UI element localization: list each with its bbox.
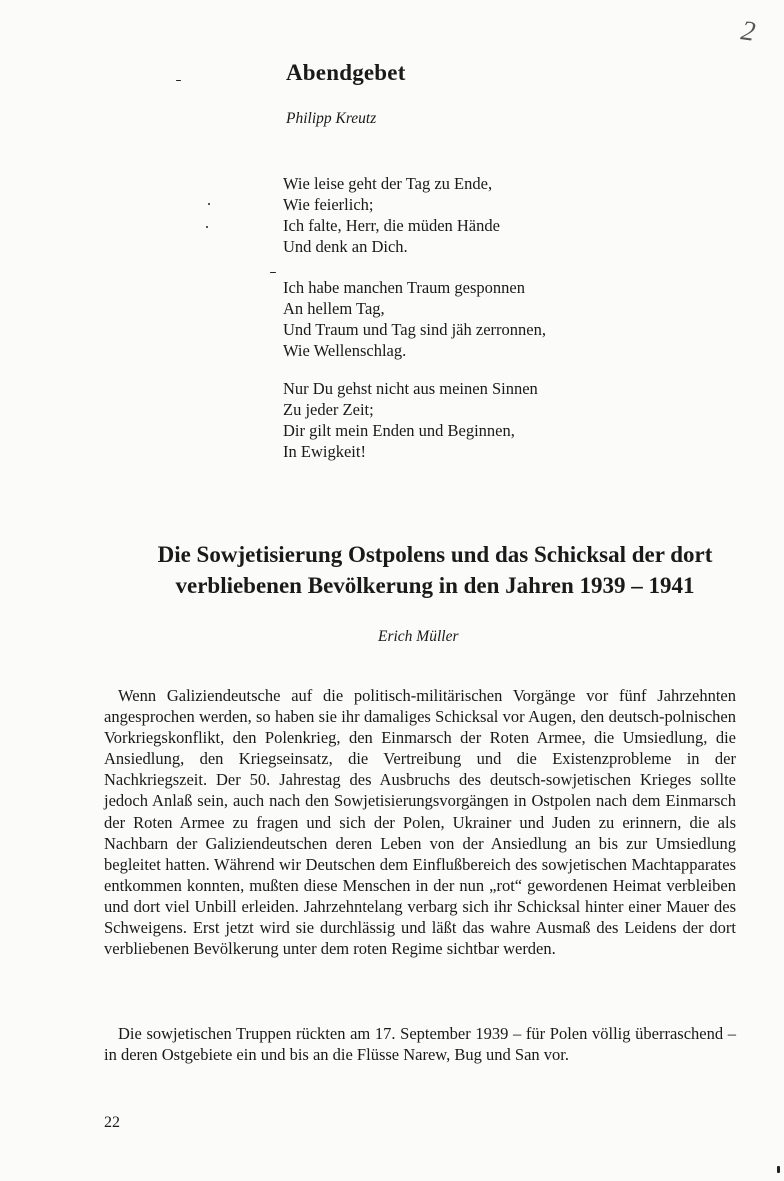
scan-speck [208,203,210,205]
poem-line: Dir gilt mein Enden und Beginnen, [283,421,515,440]
article-title-line: verbliebenen Bevölkerung in den Jahren 1939 – 1941 [175,573,695,598]
poem-stanza [283,277,546,361]
article-author: Erich Müller [378,628,459,645]
poem-line: Wie feierlich; [283,195,374,214]
poem-stanza [283,378,538,462]
poem-line: Ich falte, Herr, die müden Hände [283,216,500,235]
scan-speck [777,1166,780,1173]
poem-line: Wie Wellenschlag. [283,341,407,360]
article-paragraph: Wenn Galiziendeutsche auf die politisch-militärischen Vorgänge vor fünf Jahrzehnten angesprochen werden, so haben sie ihr damaliges Schicksal vor Augen, den deutsch-polnischen Vorkriegskonflikt, den Polenkrieg, den Einmarsch der Roten Armee, die Umsiedlung, die Ansiedlung, den Kriegseinsatz, die Vertreibung und die Existenzprobleme in der Nachkriegszeit. Der 50. Jahrestag des Ausbruchs des deutsch-sowjetischen Krieges sollte jedoch Anlaß sein, auch nach den Sowjetisierungsvorgängen in Ostpolen nach dem Einmarsch der Roten Armee zu fragen und sich der Polen, Ukrainer und Juden zu erinnern, die als Nachbarn der Galiziendeutschen deren Leben von der Ansiedlung an bis zur Umsiedlung begleitet hatten. Während wir Deutschen dem Einflußbereich des sowjetischen Machtapparates entkommen konnten, mußten diese Menschen in der nun „rot“ gewordenen Heimat verbleiben und dort viel Unbill erleiden. Jahrzehntelang verbarg sich ihr Schicksal hinter einer Mauer des Schweigens. Erst jetzt wird sie durchlässig und läßt das wahre Ausmaß des Leidens der dort verbliebenen Bevölkerung unter dem roten Regime sichtbar werden. [104,686,736,959]
poem-line: Nur Du gehst nicht aus meinen Sinnen [283,379,538,398]
page-number: 22 [104,1114,120,1131]
article-title [60,539,784,601]
poem-line: In Ewigkeit! [283,442,366,461]
poem-line: Und Traum und Tag sind jäh zerronnen, [283,320,546,339]
poem-stanza [283,173,500,257]
article-paragraph: Die sowjetischen Truppen rückten am 17. September 1939 – für Polen völlig überraschend – in deren Ostgebiete ein und bis an die Flüsse Narew, Bug und San vor. [104,1024,736,1065]
scan-speck [176,80,181,81]
poem-author: Philipp Kreutz [286,110,377,127]
poem-line: Zu jeder Zeit; [283,400,374,419]
poem-line: Ich habe manchen Traum gesponnen [283,278,525,297]
scan-speck [206,226,208,228]
scan-speck [270,272,276,273]
handwritten-page-mark: 2 [738,15,758,48]
poem-line: An hellem Tag, [283,299,385,318]
poem-line: Und denk an Dich. [283,237,408,256]
poem-line: Wie leise geht der Tag zu Ende, [283,174,493,193]
poem-title: Abendgebet [286,60,406,85]
article-title-line: Die Sowjetisierung Ostpolens und das Schicksal der dort [157,542,713,567]
